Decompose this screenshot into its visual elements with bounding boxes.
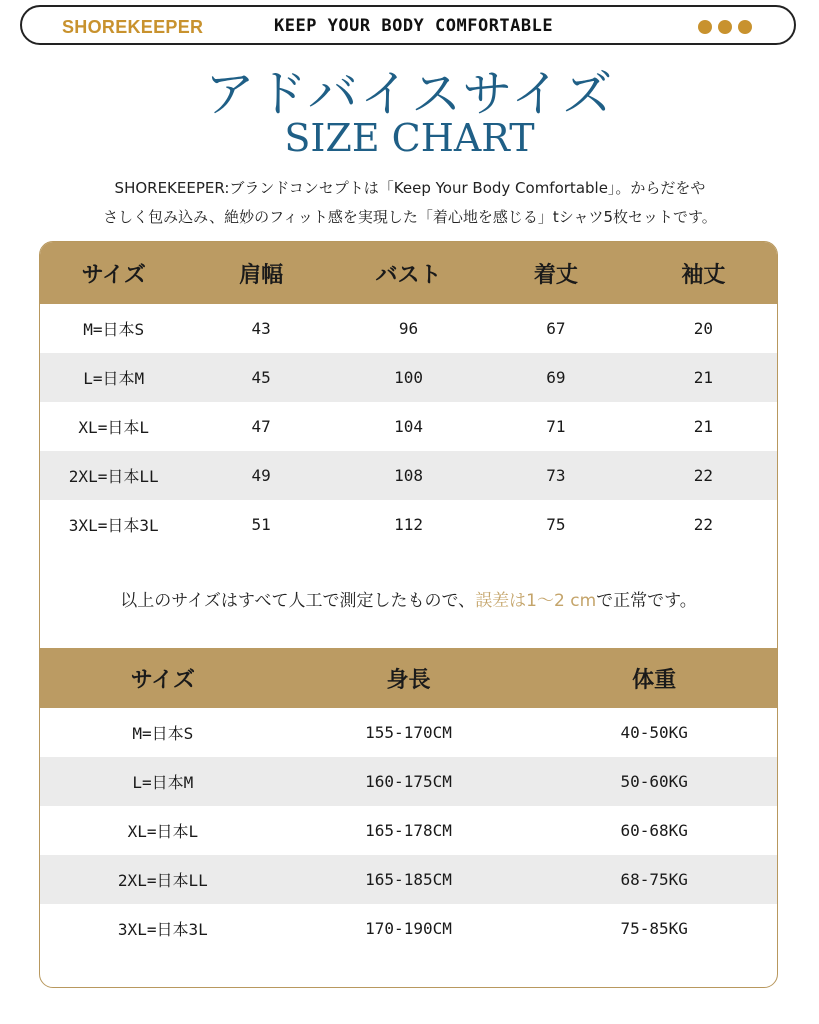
table-cell: 51 [251,515,271,534]
note-text-after: で正常です。 [596,591,697,611]
size-table-header-cell: 着丈 [533,262,578,288]
table-cell: 21 [693,417,713,436]
table-cell: 108 [394,466,423,485]
page-title-english: SIZE CHART [284,116,535,160]
table-cell: 49 [251,466,271,485]
table-cell: 43 [251,319,271,338]
table-row [40,855,777,904]
header-bar [20,5,796,45]
size-table-header-cell: 肩幅 [239,262,284,288]
table-cell: 165-185CM [365,870,452,889]
table-cell: M=日本S [132,724,194,743]
table-row [40,304,777,353]
table-row [40,806,777,855]
description-line-2: さしく包み込み、絶妙のフィット感を実現した「着心地を感じる」tシャツ5枚セットです。 [103,208,717,226]
size-table-header-cell: 袖丈 [681,262,726,288]
table-cell: 60-68KG [620,821,688,840]
table-cell: 75 [546,515,566,534]
table-cell: 73 [546,466,566,485]
table-cell: 47 [251,417,271,436]
table-cell: L=日本M [132,773,194,792]
table-row [40,757,777,806]
table-cell: 3XL=日本3L [68,516,159,535]
table-row [40,402,777,451]
table-cell: 21 [693,368,713,387]
table-row [40,708,777,757]
table-cell: 68-75KG [620,870,688,889]
table-cell: 170-190CM [365,919,452,938]
brand-name: SHOREKEEPER [62,17,204,37]
table-row [40,904,777,953]
table-cell: 75-85KG [620,919,688,938]
table-cell: XL=日本L [78,418,149,437]
size-table-header-cell: サイズ [81,262,146,288]
note-text-before: 以上のサイズはすべて人工で測定したもので、 [120,591,476,611]
dots-icon [698,20,752,34]
fit-table-header-cell: 体重 [632,667,677,693]
table-cell: 22 [693,515,713,534]
table-row [40,500,777,549]
table-cell: L=日本M [83,369,145,388]
table-cell: 96 [398,319,419,338]
table-cell: 155-170CM [365,723,452,742]
table-cell: 45 [251,368,271,387]
fit-table-header [40,648,777,708]
table-cell: 67 [546,319,566,338]
table-cell: 50-60KG [620,772,688,791]
dot-icon [718,20,732,34]
table-cell: 20 [693,319,713,338]
table-cell: 40-50KG [620,723,688,742]
table-cell: 165-178CM [365,821,452,840]
fit-table-header-cell: サイズ [130,667,195,693]
page-title-japanese: アドバイスサイズ [204,65,615,123]
table-cell: 104 [394,417,423,436]
table-cell: 100 [394,368,423,387]
table-cell: XL=日本L [127,822,199,841]
dot-icon [698,20,712,34]
table-cell: 3XL=日本3L [117,920,208,939]
table-cell: 22 [693,466,713,485]
table-cell: 112 [394,515,423,534]
table-cell: 2XL=日本LL [117,871,208,890]
dot-icon [738,20,752,34]
fit-table-header-cell: 身長 [386,667,431,693]
brand-slogan: KEEP YOUR BODY COMFORTABLE [274,16,554,36]
table-cell: M=日本S [83,320,145,339]
size-table-header [40,242,777,304]
measurement-note [40,586,777,611]
table-cell: 2XL=日本LL [68,467,159,486]
table-cell: 71 [546,417,566,436]
table-row [40,451,777,500]
note-highlight: 誤差は1～2 cm [475,591,597,611]
table-cell: 160-175CM [365,772,452,791]
size-chart-card [39,241,778,988]
table-cell: 69 [546,368,566,387]
table-row [40,353,777,402]
size-table-header-cell: バスト [375,262,442,288]
description-line-1: SHOREKEEPER:ブランドコンセプトは「Keep Your Body Comfortable」。からだをや [114,179,706,197]
